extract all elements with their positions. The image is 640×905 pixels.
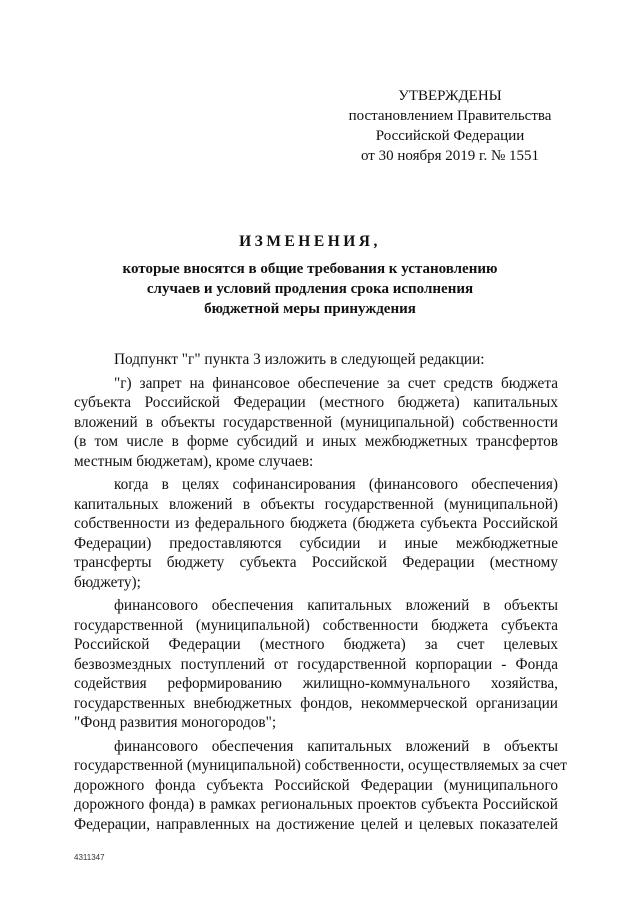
document-body	[74, 350, 567, 838]
text-line: Федерации, направленных на достижение целей и целевых показателей	[74, 815, 558, 833]
text-line: содействия реформированию жилищно-коммунального хозяйства,	[74, 675, 558, 692]
subtitle-line: которые вносятся в общие требования к установлению	[122, 261, 498, 277]
text-line: "г) запрет на финансовое обеспечение за счет средств бюджета	[114, 374, 558, 392]
text-line: когда в целях софинансирования (финансового обеспечения)	[114, 476, 558, 493]
document-title: ИЗМЕНЕНИЯ,	[239, 233, 381, 250]
text-line: местным бюджетам), кроме случаев:	[74, 452, 314, 470]
text-line: Российской Федерации (местного бюджета) за счет целевых	[74, 636, 558, 653]
subtitle-line: бюджетной меры принуждения	[204, 301, 416, 317]
paragraph	[74, 374, 558, 472]
text-line: "Фонд развития моногородов";	[74, 714, 277, 731]
approval-line: Российской Федерации	[375, 128, 525, 144]
text-line: дорожного фонда субъекта Российской Федерации (муниципального	[74, 776, 558, 794]
text-line: государственной (муниципальной) собственности бюджета субъекта	[74, 616, 558, 634]
text-line: государственной (муниципальной) собственности, осуществляемых за счет	[74, 757, 567, 774]
text-line: дорожного фонда) в рамках региональных проектов субъекта Российской	[74, 796, 558, 813]
text-line: Подпункт "г" пункта 3 изложить в следующей редакции:	[114, 351, 485, 368]
paragraph	[74, 475, 558, 592]
approval-heading: УТВЕРЖДЕНЫ	[398, 88, 502, 104]
approval-stamp	[330, 86, 570, 166]
paragraph	[74, 737, 567, 835]
text-line: государственных внебюджетных фондов, некоммерческой организации	[74, 694, 558, 712]
text-line: вложений в объекты государственной (муниципальной) собственности	[74, 413, 558, 431]
text-line: (в том числе в форме субсидий и иных межбюджетных трансфертов	[74, 433, 558, 450]
text-line: капитальных вложений в объекты государственной (муниципальной)	[74, 495, 558, 513]
text-line: Федерации) предоставляются субсидии и иные межбюджетные	[74, 534, 558, 552]
approval-date-number: от 30 ноября 2019 г. № 1551	[360, 148, 540, 164]
document-code: 4311347	[74, 853, 105, 862]
text-line: собственности из федерального бюджета (бюджета субъекта Российской	[74, 515, 558, 532]
paragraph	[74, 596, 558, 733]
text-line: трансферты бюджету субъекта Российской Федерации (местному	[74, 554, 558, 571]
text-line: бюджету);	[74, 573, 141, 591]
approval-line: постановлением Правительства	[348, 108, 552, 124]
text-line: финансового обеспечения капитальных вложений в объекты	[114, 737, 558, 755]
subtitle-line: случаев и условий продления срока исполнения	[146, 281, 474, 297]
document-subtitle	[60, 259, 560, 319]
text-line: субъекта Российской Федерации (местного бюджета) капитальных	[74, 394, 558, 411]
paragraph	[74, 350, 558, 370]
text-line: безвозмездных поступлений от государственной корпорации - Фонда	[74, 655, 558, 673]
text-line: финансового обеспечения капитальных вложений в объекты	[114, 597, 558, 614]
